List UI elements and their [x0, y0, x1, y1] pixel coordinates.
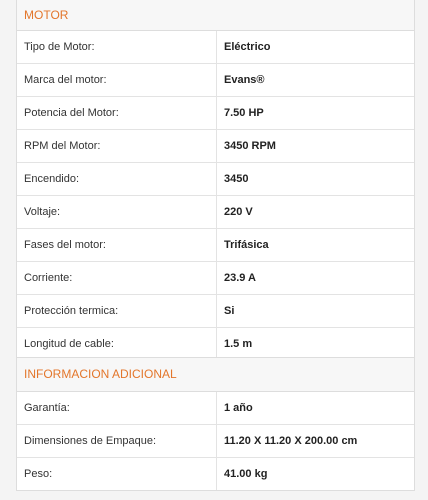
spec-value: 1 año [224, 402, 253, 414]
spec-value: Si [224, 305, 235, 317]
spec-value: 11.20 X 11.20 X 200.00 cm [224, 435, 358, 447]
spec-label: Longitud de cable: [17, 328, 217, 360]
table-row [17, 97, 414, 130]
table-row [17, 458, 414, 490]
table-row [17, 262, 414, 295]
spec-value: Trifásica [224, 239, 269, 251]
table-row [17, 425, 414, 458]
motor-spec-table [16, 0, 415, 361]
spec-label: Corriente: [17, 262, 217, 294]
spec-value: 1.5 m [224, 338, 253, 350]
spec-label: Voltaje: [17, 196, 217, 228]
spec-value: 3450 [224, 173, 249, 185]
spec-label: Marca del motor: [17, 64, 217, 96]
table-row [17, 163, 414, 196]
motor-section-header: MOTOR [17, 0, 414, 31]
spec-value: Evans® [224, 74, 265, 86]
table-row [17, 328, 414, 360]
table-row [17, 392, 414, 425]
spec-value: 23.9 A [224, 272, 257, 284]
table-row [17, 196, 414, 229]
spec-label: Garantía: [17, 392, 217, 424]
spec-value: Eléctrico [224, 41, 271, 53]
table-row [17, 229, 414, 262]
spec-value: 220 V [224, 206, 253, 218]
table-row [17, 295, 414, 328]
info-section-header: INFORMACION ADICIONAL [17, 358, 414, 392]
spec-value: 7.50 HP [224, 107, 264, 119]
spec-label: Tipo de Motor: [17, 31, 217, 63]
table-row [17, 31, 414, 64]
spec-label: Peso: [17, 458, 217, 490]
spec-label: Potencia del Motor: [17, 97, 217, 129]
table-row [17, 130, 414, 163]
table-row [17, 64, 414, 97]
spec-label: Fases del motor: [17, 229, 217, 261]
spec-value: 3450 RPM [224, 140, 276, 152]
spec-label: RPM del Motor: [17, 130, 217, 162]
spec-value: 41.00 kg [224, 468, 268, 480]
additional-info-table [16, 357, 415, 491]
spec-label: Protección termica: [17, 295, 217, 327]
spec-label: Dimensiones de Empaque: [17, 425, 217, 457]
spec-label: Encendido: [17, 163, 217, 195]
